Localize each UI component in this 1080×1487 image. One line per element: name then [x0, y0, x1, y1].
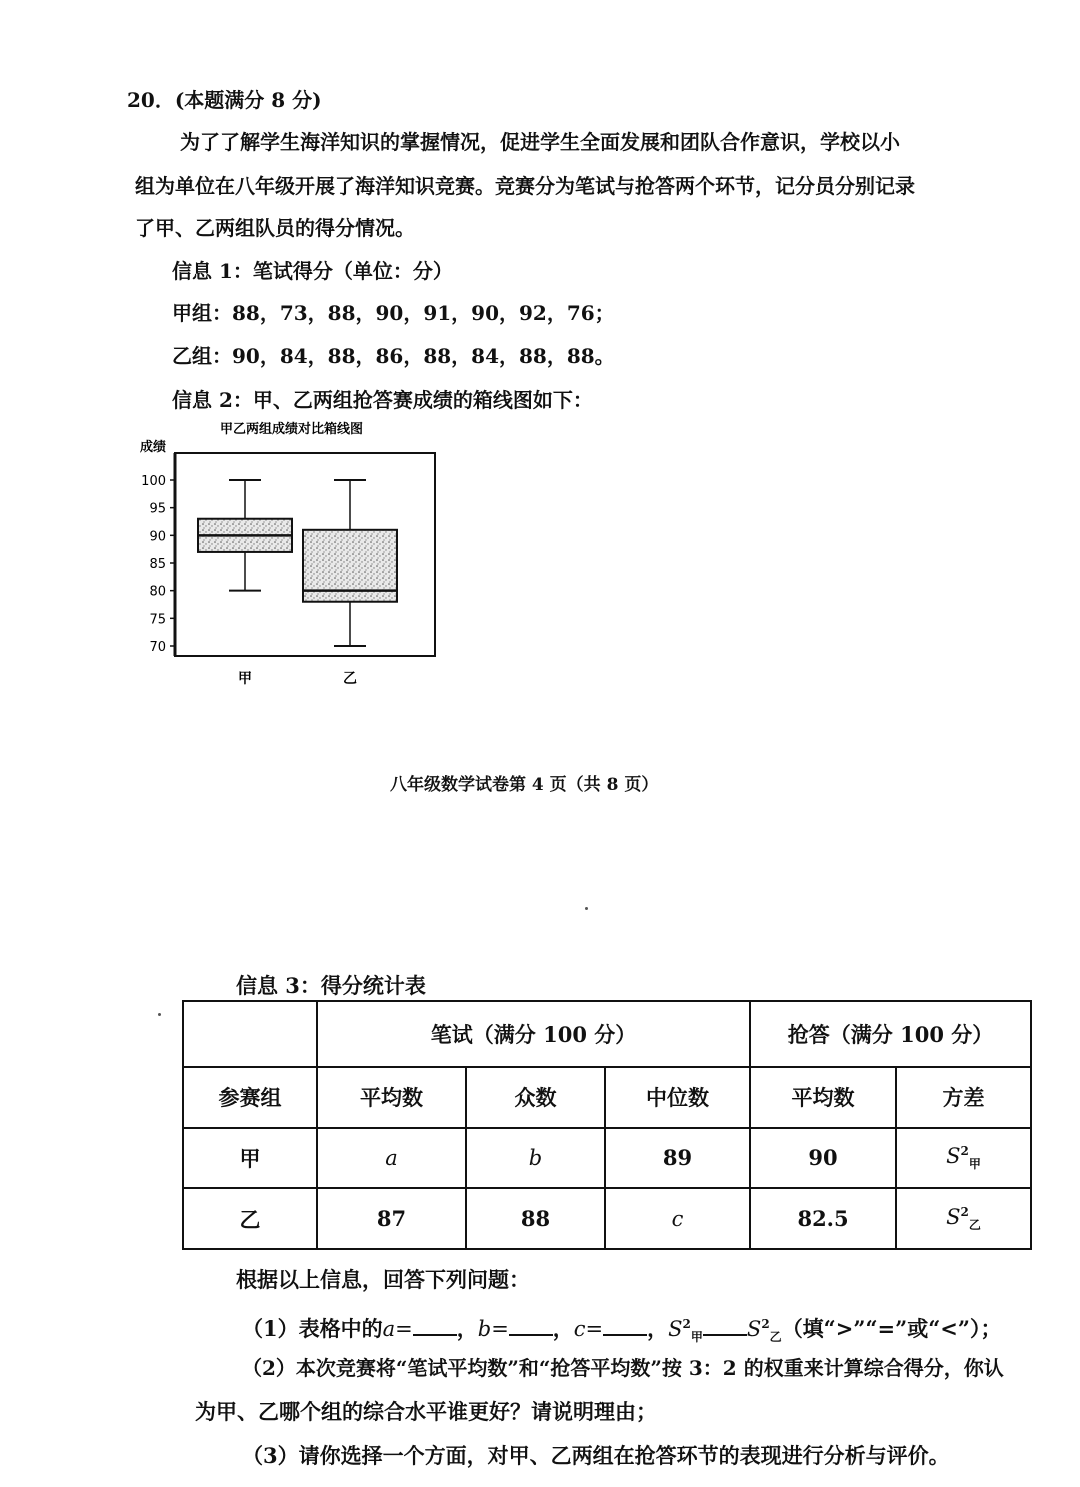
col-header-variance: 方差	[896, 1067, 1031, 1128]
y-tick-label: 100	[141, 474, 166, 489]
info1-jia-scores: 甲组：88，73，88，90，91，90，92，76；	[172, 301, 615, 325]
col-header-mean-quick: 平均数	[750, 1067, 896, 1128]
cell-group: 乙	[183, 1188, 317, 1249]
y-tick-label: 85	[149, 557, 166, 572]
y-tick-label: 75	[149, 612, 166, 628]
x-tick-label: 乙	[343, 671, 357, 687]
table-row	[183, 1128, 1031, 1189]
col-header-median: 中位数	[605, 1067, 750, 1128]
page-footer: 八年级数学试卷第 4 页（共 8 页）	[390, 775, 659, 795]
cell-mean-quick: 82.5	[750, 1188, 896, 1249]
box-jia	[198, 480, 292, 591]
box-series	[198, 480, 397, 646]
info1-yi-scores: 乙组：90，84，88，86，88，84，88，88。	[172, 344, 615, 368]
table-row	[183, 1188, 1031, 1249]
x-ticks	[238, 671, 357, 687]
question-2-line-1: （2）本次竞赛将“笔试平均数”和“抢答平均数”按 3：2 的权重来计算综合得分，你认	[242, 1356, 1004, 1380]
answer-blank-b[interactable]	[509, 1314, 553, 1336]
table-corner	[183, 1001, 317, 1067]
answer-blank-a[interactable]	[413, 1314, 457, 1336]
cell-median: c	[605, 1188, 750, 1249]
info1-title: 信息 1：笔试得分（单位：分）	[172, 259, 453, 283]
stats-table	[182, 1000, 1032, 1250]
info2-title: 信息 2：甲、乙两组抢答赛成绩的箱线图如下：	[172, 388, 593, 412]
col-header-mode: 众数	[466, 1067, 605, 1128]
intro-line-3: 了甲、乙两组队员的得分情况。	[135, 216, 415, 240]
y-ticks	[141, 474, 175, 655]
cell-median: 89	[605, 1128, 750, 1189]
answer-blank-c[interactable]	[603, 1314, 647, 1336]
info3-title: 信息 3：得分统计表	[236, 973, 426, 998]
y-tick-label: 70	[149, 640, 166, 655]
cell-variance: $S^2_乙$	[896, 1188, 1031, 1249]
cell-mode: 88	[466, 1188, 605, 1249]
box-yi	[303, 480, 397, 646]
intro-line-2: 组为单位在八年级开展了海洋知识竞赛。竞赛分为笔试与抢答两个环节，记分员分别记录	[135, 174, 915, 198]
cell-mode: b	[466, 1128, 605, 1189]
cell-mean-written: a	[317, 1128, 466, 1189]
problem-heading: 20．(本题满分 8 分)	[127, 88, 322, 112]
question-1: （1）表格中的a= ，b= ，c= ，$S^2_甲$ $S^2_乙$（填“>”“=”或“<”）；	[242, 1316, 1002, 1345]
col-header-mean-written: 平均数	[317, 1067, 466, 1128]
intro-line-1: 为了了解学生海洋知识的掌握情况，促进学生全面发展和团队合作意识，学校以小	[180, 130, 900, 154]
chart-ylabel: 成绩	[140, 440, 167, 455]
y-tick-label: 80	[149, 584, 166, 600]
question-2-line-2: 为甲、乙哪个组的综合水平谁更好？请说明理由；	[195, 1399, 657, 1424]
header-written: 笔试（满分 100 分）	[317, 1001, 750, 1067]
cell-variance: $S^2_甲$	[896, 1128, 1031, 1189]
col-header-group: 参赛组	[183, 1067, 317, 1128]
scan-speck	[585, 907, 588, 910]
header-quick: 抢答（满分 100 分）	[750, 1001, 1031, 1067]
x-tick-label: 甲	[238, 671, 252, 687]
cell-group: 甲	[183, 1128, 317, 1189]
questions-lead: 根据以上信息，回答下列问题：	[236, 1267, 530, 1292]
chart-title: 甲乙两组成绩对比箱线图	[220, 422, 364, 437]
y-tick-label: 95	[149, 501, 166, 517]
question-3: （3）请你选择一个方面，对甲、乙两组在抢答环节的表现进行分析与评价。	[242, 1443, 950, 1468]
cell-mean-quick: 90	[750, 1128, 896, 1189]
y-tick-label: 90	[149, 529, 166, 545]
scan-speck	[158, 1013, 161, 1016]
cell-mean-written: 87	[317, 1188, 466, 1249]
answer-blank-compare[interactable]	[703, 1314, 747, 1336]
boxplot-chart	[130, 415, 450, 695]
